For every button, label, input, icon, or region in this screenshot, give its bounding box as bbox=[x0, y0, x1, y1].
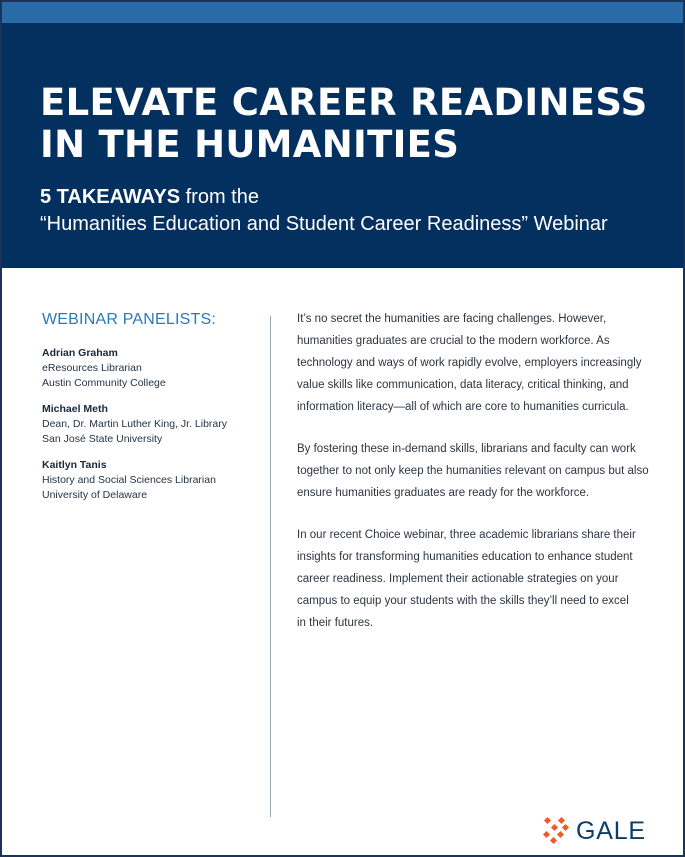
paragraph-line: By fostering these in-demand skills, librarians and faculty can work bbox=[297, 443, 636, 455]
panelist-name: Michael Meth bbox=[42, 403, 108, 415]
panelist-item bbox=[42, 458, 252, 503]
paragraph-line: It’s no secret the humanities are facing challenges. However, bbox=[297, 313, 607, 325]
paragraph-line: technology and ways of work rapidly evolve, employers increasingly bbox=[297, 357, 642, 369]
intro-paragraph bbox=[297, 524, 641, 634]
panelist-item bbox=[42, 346, 252, 391]
paragraph-line: in their futures. bbox=[297, 617, 374, 629]
panelist-role: eResources Librarian bbox=[42, 362, 142, 374]
panelist-role: Dean, Dr. Martin Luther King, Jr. Library bbox=[42, 418, 227, 430]
panelists-sidebar bbox=[42, 310, 252, 514]
document-subtitle bbox=[40, 184, 660, 238]
hero-banner bbox=[2, 23, 683, 268]
paragraph-line: career readiness. Implement their actionable strategies on your bbox=[297, 573, 619, 585]
panelist-role: History and Social Sciences Librarian bbox=[42, 474, 216, 486]
gale-logo-icon bbox=[540, 815, 571, 846]
intro-paragraph bbox=[297, 308, 641, 418]
panelist-name: Adrian Graham bbox=[42, 347, 118, 359]
subtitle-connector: from the bbox=[180, 186, 259, 208]
subtitle-line-1 bbox=[40, 184, 660, 211]
paragraph-line: campus to equip your students with the skills they’ll need to excel bbox=[297, 595, 629, 607]
intro-paragraph bbox=[297, 438, 649, 504]
subtitle-highlight: 5 TAKEAWAYS bbox=[40, 186, 181, 208]
title-line-1: ELEVATE CAREER READINESS bbox=[40, 81, 648, 124]
gale-logo bbox=[540, 815, 660, 849]
paragraph-line: together to not only keep the humanities relevant on campus but also bbox=[297, 465, 649, 477]
column-divider bbox=[270, 316, 271, 817]
panelist-organization: San José State University bbox=[42, 433, 163, 445]
paragraph-line: value skills like communication, data literacy, critical thinking, and bbox=[297, 379, 629, 391]
paragraph-line: humanities graduates are crucial to the modern workforce. As bbox=[297, 335, 610, 347]
panelist-organization: Austin Community College bbox=[42, 377, 166, 389]
panelist-item bbox=[42, 402, 252, 447]
takeaways-introduction bbox=[297, 308, 649, 654]
document-title bbox=[40, 81, 648, 166]
top-accent-strip bbox=[2, 2, 683, 23]
title-line-2: IN THE HUMANITIES bbox=[40, 123, 460, 166]
panelist-name: Kaitlyn Tanis bbox=[42, 459, 107, 471]
panelist-organization: University of Delaware bbox=[42, 489, 148, 501]
paragraph-line: ensure humanities graduates are ready for the workforce. bbox=[297, 487, 590, 499]
paragraph-line: insights for transforming humanities education to enhance student bbox=[297, 551, 633, 563]
paragraph-line: information literacy—all of which are core to humanities curricula. bbox=[297, 401, 629, 413]
gale-logo-text: GALE bbox=[576, 817, 646, 845]
paragraph-line: In our recent Choice webinar, three academic librarians share their bbox=[297, 529, 636, 541]
subtitle-line-2: “Humanities Education and Student Career Readiness” Webinar bbox=[40, 213, 608, 235]
panelists-heading: WEBINAR PANELISTS: bbox=[42, 311, 217, 328]
